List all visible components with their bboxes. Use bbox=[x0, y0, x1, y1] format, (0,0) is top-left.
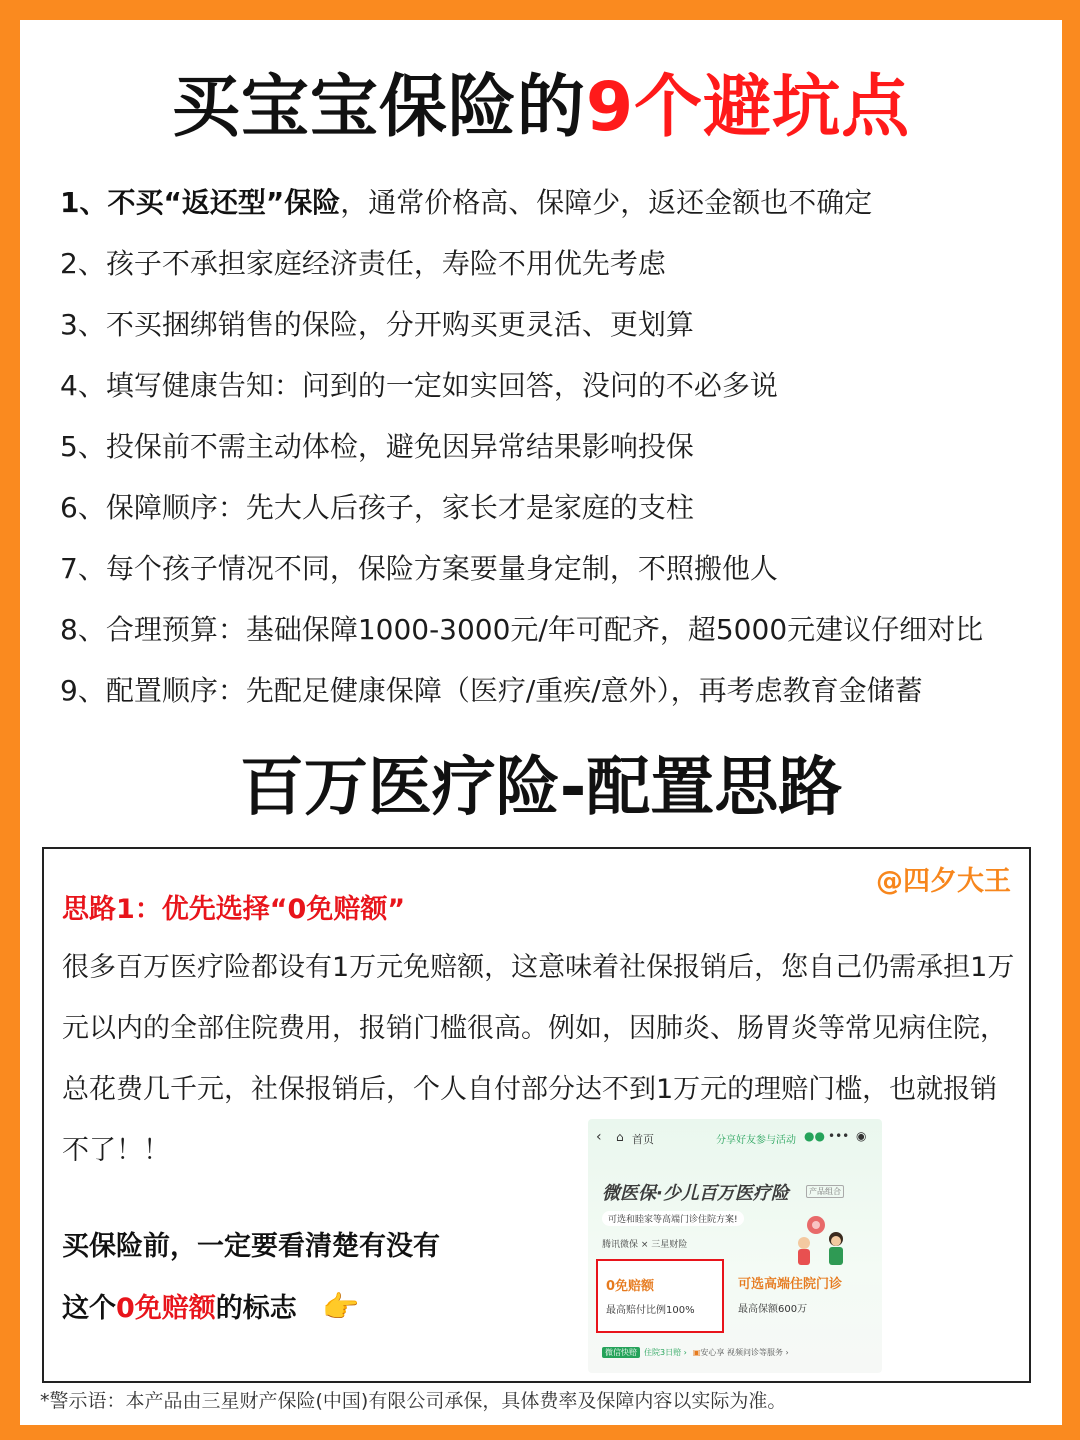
thought-title: 思路1：优先选择“0免赔额” bbox=[62, 894, 406, 925]
tip-highlight: 0免赔额 bbox=[116, 1293, 216, 1324]
poster bbox=[20, 20, 1062, 1425]
screenshot-nav bbox=[596, 1129, 874, 1149]
service-link[interactable]: 住院3日赔 › bbox=[644, 1348, 687, 1357]
more-icon[interactable]: ••• bbox=[828, 1129, 850, 1143]
product-screenshot bbox=[588, 1119, 882, 1373]
main-title-red: 9个避坑点 bbox=[585, 68, 911, 147]
home-icon[interactable]: ⌂ bbox=[616, 1130, 624, 1144]
zero-deductible-feature bbox=[596, 1259, 724, 1333]
tip-line-2 bbox=[62, 1286, 360, 1325]
feature-title: 可选高端住院门诊 bbox=[738, 1277, 843, 1292]
list-item: 5、投保前不需主动体检，避免因异常结果影响投保 bbox=[60, 430, 694, 463]
list-item: 7、每个孩子情况不同，保险方案要量身定制，不照搬他人 bbox=[60, 552, 778, 585]
list-item: 6、保障顺序：先大人后孩子，家长才是家庭的支柱 bbox=[60, 491, 694, 524]
list-item: 9、配置顺序：先配足健康保障（医疗/重疾/意外），再考虑教育金储蓄 bbox=[60, 674, 923, 707]
list-item: 2、孩子不承担家庭经济责任，寿险不用优先考虑 bbox=[60, 247, 666, 280]
service-label: 安心享 bbox=[700, 1348, 725, 1357]
tip-text: 这个 bbox=[62, 1293, 116, 1324]
list-item: 3、不买捆绑销售的保险，分开购买更灵活、更划算 bbox=[60, 308, 694, 341]
product-title: 微医保·少儿百万医疗险 bbox=[602, 1183, 789, 1204]
feature-subtitle: 最高保额600万 bbox=[738, 1304, 808, 1315]
item-text: ，通常价格高、保障少，返还金额也不确定 bbox=[340, 186, 873, 219]
pointing-hand-icon: 👉 bbox=[322, 1290, 360, 1325]
service-link[interactable]: 视频问诊等服务 › bbox=[726, 1348, 789, 1357]
list-item: 4、填写健康告知：问到的一定如实回答，没问的不必多说 bbox=[60, 369, 778, 402]
back-icon[interactable]: ‹ bbox=[596, 1129, 602, 1145]
brand-line: 腾讯微保 × 三星财险 bbox=[602, 1240, 688, 1250]
main-title-black: 买宝宝保险的 bbox=[171, 68, 586, 147]
feature-title: 0免赔额 bbox=[606, 1279, 655, 1294]
target-icon[interactable]: ◉ bbox=[856, 1129, 867, 1143]
feature-subtitle: 最高赔付比例100% bbox=[606, 1305, 695, 1316]
tip-line-1: 买保险前，一定要看清楚有没有 bbox=[62, 1231, 440, 1262]
share-link[interactable]: 分享好友参与活动 bbox=[716, 1135, 796, 1146]
kids-illustration bbox=[786, 1211, 856, 1271]
tip-text: 的标志 bbox=[215, 1293, 297, 1324]
shield-icon: ▣ bbox=[692, 1348, 701, 1357]
quick-claim-badge: 微信快赔 bbox=[602, 1347, 640, 1358]
disclaimer: *警示语：本产品由三星财产保险(中国)有限公司承保，具体费率及保障内容以实际为准。 bbox=[40, 1390, 787, 1412]
home-label[interactable]: 首页 bbox=[632, 1133, 654, 1146]
main-title bbox=[20, 68, 1062, 148]
section-title: 百万医疗险-配置思路 bbox=[239, 751, 843, 825]
list-item: 8、合理预算：基础保障1000-3000元/年可配齐，超5000元建议仔细对比 bbox=[60, 613, 984, 646]
tips-list bbox=[60, 172, 1050, 721]
wechat-icon: ●● bbox=[804, 1129, 825, 1143]
list-item bbox=[60, 172, 1050, 233]
item-bold: 1、不买“返还型”保险 bbox=[60, 186, 341, 219]
high-end-feature bbox=[738, 1273, 842, 1315]
product-tag: 产品组合 bbox=[806, 1185, 844, 1198]
author-watermark: @四夕大王 bbox=[876, 866, 1011, 897]
promo-pill: 可选和睦家等高端门诊住院方案! bbox=[602, 1211, 744, 1226]
service-bar bbox=[602, 1347, 789, 1358]
config-box bbox=[42, 847, 1031, 1383]
explanation-paragraph: 很多百万医疗险都设有1万元免赔额，这意味着社保报销后，您自己仍需承担1万元以内的全部住院费用，报销门槛很高。例如，因肺炎、肠胃炎等常见病住院，总花费几千元，社保报销后，个人自付部分达不到1万元的理赔门槛，也就报销不了！！ bbox=[62, 952, 1015, 1166]
